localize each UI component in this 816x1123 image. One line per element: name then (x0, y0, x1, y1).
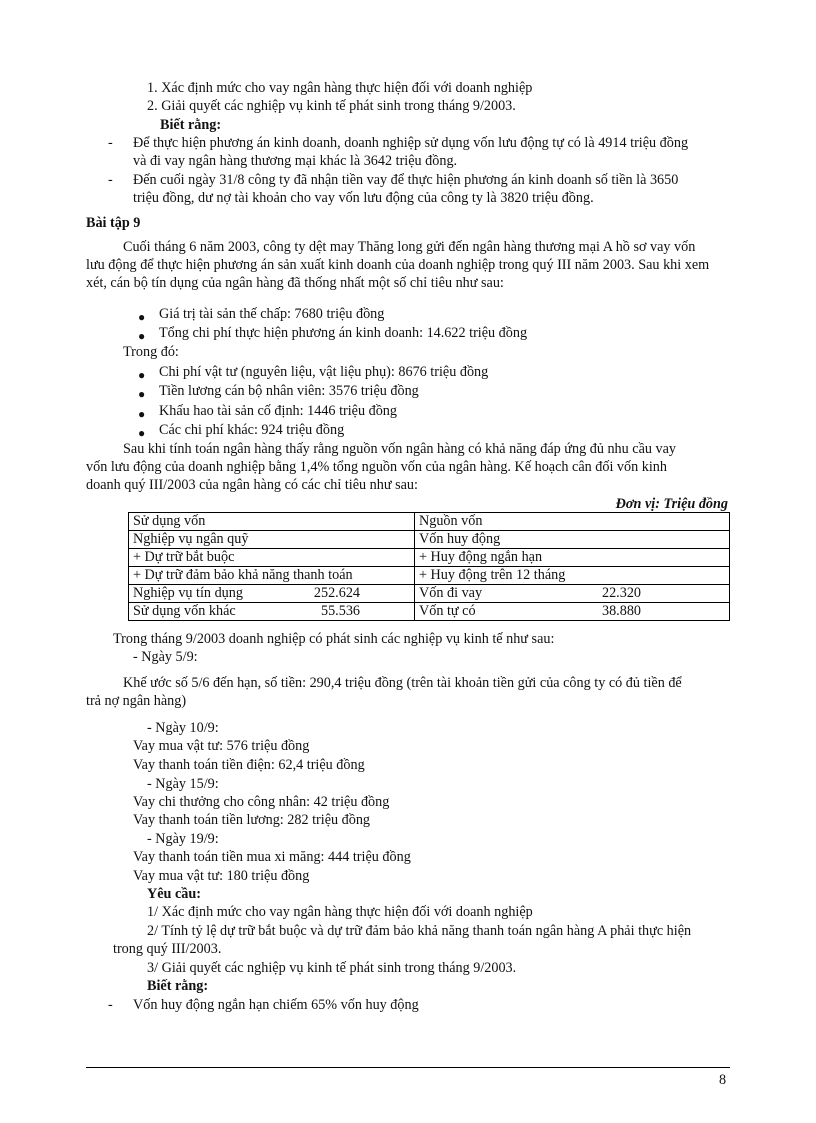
exercise-title: Bài tập 9 (86, 215, 141, 231)
note-line: triệu đồng, dư nợ tài khoản cho vay vốn lưu động của công ty là 3820 triệu đồng. (133, 190, 594, 206)
bank-line: doanh quý III/2003 của ngân hàng có các chỉ tiêu như sau: (86, 477, 418, 493)
operation-line: Vay thanh toán tiền mua xi măng: 444 triệu đồng (133, 849, 411, 865)
requirement-line: 2/ Tính tỷ lệ dự trữ bắt buộc và dự trữ đảm bảo khả năng thanh toán ngân hàng A phải thực hiện (147, 923, 692, 939)
date-label: - Ngày 15/9: (147, 776, 219, 792)
table-cell: Nghiệp vụ ngân quỹ (129, 531, 415, 549)
bullet-item: Tổng chi phí thực hiện phương án kinh doanh: 14.622 triệu đồng (159, 325, 528, 341)
operation-line: Khế ước số 5/6 đến hạn, số tiền: 290,4 triệu đồng (trên tài khoản tiền gửi của công ty có đủ tiền để (123, 675, 682, 691)
bullet-icon: ● (138, 387, 146, 401)
intro-line: Cuối tháng 6 năm 2003, công ty dệt may Thăng long gửi đến ngân hàng thương mại A hồ sơ vay vốn (123, 239, 696, 255)
note-line: Để thực hiện phương án kinh doanh, doanh nghiệp sử dụng vốn lưu động tự có là 4914 triệu đồng (133, 135, 689, 151)
table-cell: Sử dụng vốn khác 55.536 (129, 603, 415, 621)
unit-label: Đơn vị: Triệu đồng (615, 496, 728, 512)
table-cell: Vốn huy động (415, 531, 730, 549)
operation-line: Vay thanh toán tiền điện: 62,4 triệu đồng (133, 757, 365, 773)
table-cell: Vốn đi vay 22.320 (415, 585, 730, 603)
operation-line: Vay mua vật tư: 180 triệu đồng (133, 868, 310, 884)
date-label: - Ngày 5/9: (133, 649, 198, 665)
table-row (129, 603, 730, 621)
requirement-line: 1/ Xác định mức cho vay ngân hàng thực hiện đối với doanh nghiệp (147, 904, 533, 920)
bullet-item: Giá trị tài sản thế chấp: 7680 triệu đồng (159, 306, 385, 322)
bullet-icon: ● (138, 310, 146, 324)
operation-line: Vay chi thưởng cho công nhân: 42 triệu đồng (133, 794, 390, 810)
bank-line: Sau khi tính toán ngân hàng thấy rằng nguồn vốn ngân hàng có khả năng đáp ứng đủ nhu cầu vay (123, 441, 677, 457)
bullet-icon: ● (138, 329, 146, 343)
dash-marker: - (108, 997, 113, 1013)
footer-rule (86, 1067, 730, 1068)
note-heading: Biết rằng: (147, 978, 209, 994)
date-label: - Ngày 19/9: (147, 831, 219, 847)
table-cell: Vốn tự có 38.880 (415, 603, 730, 621)
table-row (129, 585, 730, 603)
requirements-heading: Yêu cầu: (147, 886, 201, 902)
table-cell: Nghiệp vụ tín dụng 252.624 (129, 585, 415, 603)
table-cell: Nguồn vốn (415, 513, 730, 531)
operations-intro: Trong tháng 9/2003 doanh nghiệp có phát sinh các nghiệp vụ kinh tế như sau: (113, 631, 555, 647)
requirement-2: 2. Giải quyết các nghiệp vụ kinh tế phát sinh trong tháng 9/2003. (147, 98, 516, 114)
table-row (129, 531, 730, 549)
bullet-item: Khấu hao tài sản cố định: 1446 triệu đồng (159, 403, 397, 419)
requirement-line: trong quý III/2003. (113, 941, 222, 957)
note-line: Đến cuối ngày 31/8 công ty đã nhận tiền vay để thực hiện phương án kinh doanh số tiền là 3650 (133, 172, 679, 188)
table-row (129, 513, 730, 531)
bullet-item: Tiền lương cán bộ nhân viên: 3576 triệu đồng (159, 383, 419, 399)
table-cell: + Dự trữ bắt buộc (129, 549, 415, 567)
intro-line: xét, cán bộ tín dụng của ngân hàng đã thống nhất một số chỉ tiêu như sau: (86, 275, 504, 291)
dash-marker: - (108, 135, 113, 151)
requirement-line: 3/ Giải quyết các nghiệp vụ kinh tế phát sinh trong tháng 9/2003. (147, 960, 517, 976)
operation-line: Vay thanh toán tiền lương: 282 triệu đồng (133, 812, 371, 828)
table-cell: + Huy động ngắn hạn (415, 549, 730, 567)
table-cell: + Huy động trên 12 tháng (415, 567, 730, 585)
in-which-label: Trong đó: (123, 344, 179, 360)
table-cell: Sử dụng vốn (129, 513, 415, 531)
note-line: và đi vay ngân hàng thương mại khác là 3642 triệu đồng. (133, 153, 458, 169)
bullet-item: Các chi phí khác: 924 triệu đồng (159, 422, 345, 438)
table-cell: + Dự trữ đảm bảo khả năng thanh toán (129, 567, 415, 585)
date-label: - Ngày 10/9: (147, 720, 219, 736)
bullet-icon: ● (138, 368, 146, 382)
bullet-icon: ● (138, 407, 146, 421)
bullet-icon: ● (138, 426, 146, 440)
page-number: 8 (719, 1072, 727, 1088)
operation-line: Vay mua vật tư: 576 triệu đồng (133, 738, 310, 754)
note-heading: Biết rằng: (160, 117, 222, 133)
dash-marker: - (108, 172, 113, 188)
table-row (129, 567, 730, 585)
operation-line: trả nợ ngân hàng) (86, 693, 187, 709)
budget-table (128, 512, 730, 621)
requirement-1: 1. Xác định mức cho vay ngân hàng thực hiện đối với doanh nghiệp (147, 80, 533, 96)
bank-line: vốn lưu động của doanh nghiệp bằng 1,4% tổng nguồn vốn của ngân hàng. Kế hoạch cân đối vốn kinh (86, 459, 667, 475)
bullet-item: Chi phí vật tư (nguyên liệu, vật liệu phụ): 8676 triệu đồng (159, 364, 489, 380)
table-row (129, 549, 730, 567)
intro-line: lưu động để thực hiện phương án sản xuất kinh doanh của doanh nghiệp trong quý III năm 2003. Sau khi xem (86, 257, 710, 273)
note-line: Vốn huy động ngắn hạn chiếm 65% vốn huy động (133, 997, 419, 1013)
